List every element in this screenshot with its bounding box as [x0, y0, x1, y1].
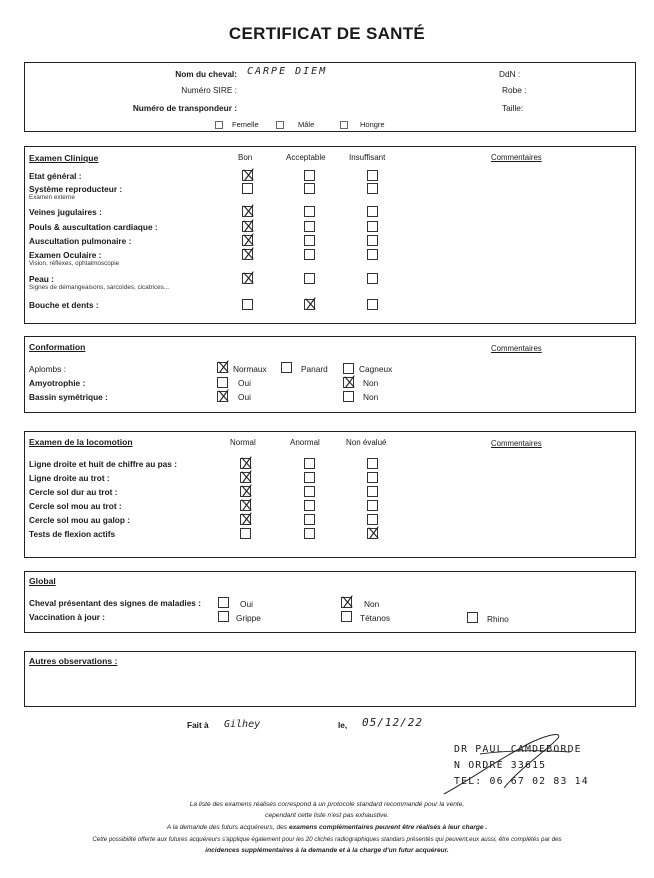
locomotion-checkbox[interactable]: [367, 514, 378, 525]
transpondeur-label: Numéro de transpondeur :: [132, 103, 237, 113]
clinique-checkbox[interactable]: [367, 206, 378, 217]
stamp-ordre: N ORDRE 33615: [454, 760, 547, 771]
clinique-checkbox[interactable]: [367, 221, 378, 232]
check-mark-icon: [242, 203, 255, 218]
locomotion-checkbox[interactable]: [304, 458, 315, 469]
fait-value[interactable]: Gilhey: [224, 719, 261, 730]
locomotion-commentaires: Commentaires: [491, 439, 542, 448]
clinique-checkbox[interactable]: [242, 249, 253, 260]
nom-value[interactable]: CARPE DIEM: [247, 66, 328, 77]
grippe-checkbox[interactable]: [218, 611, 229, 622]
conformation-commentaires: Commentaires: [491, 344, 542, 353]
locomotion-row-label: Ligne droite et huit de chiffre au pas :: [29, 459, 177, 469]
col-non-evalue: Non évalué: [346, 438, 387, 447]
locomotion-section: [24, 431, 636, 558]
clinique-checkbox[interactable]: [367, 183, 378, 194]
clinique-row-label: Veines jugulaires :: [29, 207, 102, 217]
femelle-label: Femelle: [232, 120, 259, 129]
check-mark-icon: [240, 469, 253, 484]
maladies-label: Cheval présentant des signes de maladies :: [29, 598, 201, 608]
taille-label: Taille:: [502, 103, 524, 113]
clinique-checkbox[interactable]: [367, 273, 378, 284]
bassin-oui-checkbox[interactable]: [217, 391, 228, 402]
locomotion-header: Examen de la locomotion: [29, 437, 133, 447]
footer-line1: La liste des examens réalisés correspond à un protocole standard recommandé pour la vente,: [189, 801, 465, 808]
locomotion-row-label: Cercle sol mou au trot :: [29, 501, 122, 511]
locomotion-checkbox[interactable]: [240, 514, 251, 525]
check-mark-icon: [242, 270, 255, 285]
clinique-row-label: Système reproducteur :: [29, 184, 123, 194]
footer-line3: [0, 824, 654, 831]
clinique-checkbox[interactable]: [242, 206, 253, 217]
global-header: Global: [29, 576, 56, 586]
clinique-checkbox[interactable]: [304, 249, 315, 260]
femelle-checkbox[interactable]: [215, 121, 223, 129]
stamp-tel: TEL: 06 67 02 83 14: [454, 776, 589, 787]
clinique-checkbox[interactable]: [367, 170, 378, 181]
hongre-label: Hongre: [360, 120, 385, 129]
check-mark-icon: [367, 525, 380, 540]
clinique-checkbox[interactable]: [304, 299, 315, 310]
robe-label: Robe :: [502, 85, 527, 95]
col-normal: Normal: [230, 438, 256, 447]
locomotion-checkbox[interactable]: [367, 500, 378, 511]
locomotion-checkbox[interactable]: [240, 528, 251, 539]
clinique-row-note: Examen externe: [29, 194, 75, 201]
nom-label: Nom du cheval:: [175, 69, 237, 79]
locomotion-checkbox[interactable]: [304, 486, 315, 497]
check-mark-icon: [304, 296, 317, 311]
clinique-row-label: Examen Oculaire :: [29, 250, 102, 260]
amyotrophie-non-label: Non: [363, 378, 379, 388]
locomotion-row-label: Tests de flexion actifs: [29, 529, 116, 539]
ddn-label: DdN :: [499, 69, 521, 79]
clinique-checkbox[interactable]: [242, 221, 253, 232]
clinique-checkbox[interactable]: [242, 299, 253, 310]
signature-icon: [440, 728, 580, 800]
locomotion-checkbox[interactable]: [240, 486, 251, 497]
check-mark-icon: [242, 167, 255, 182]
panard-label: Panard: [301, 364, 328, 374]
clinique-checkbox[interactable]: [304, 273, 315, 284]
normaux-checkbox[interactable]: [217, 362, 228, 373]
rhino-checkbox[interactable]: [467, 612, 478, 623]
maladies-non-checkbox[interactable]: [341, 597, 352, 608]
male-checkbox[interactable]: [276, 121, 284, 129]
check-mark-icon: [242, 232, 255, 247]
locomotion-checkbox[interactable]: [240, 458, 251, 469]
clinique-checkbox[interactable]: [242, 273, 253, 284]
clinique-checkbox[interactable]: [304, 235, 315, 246]
check-mark-icon: [240, 497, 253, 512]
rhino-label: Rhino: [487, 614, 509, 624]
footer-line3-a: A la demande des futurs acquéreurs, des: [166, 824, 288, 831]
clinique-checkbox[interactable]: [304, 183, 315, 194]
col-bon: Bon: [238, 153, 253, 162]
examen-clinique-header: Examen Clinique: [29, 153, 99, 163]
locomotion-row-label: Ligne droite au trot :: [29, 473, 110, 483]
hongre-checkbox[interactable]: [340, 121, 348, 129]
locomotion-checkbox[interactable]: [304, 472, 315, 483]
clinique-checkbox[interactable]: [304, 221, 315, 232]
examen-clinique-section: [24, 146, 636, 324]
maladies-oui-checkbox[interactable]: [218, 597, 229, 608]
fait-label: Fait à: [187, 720, 209, 730]
footer-line5: incidences supplémentaires à la demande et à la charge d'un futur acquéreur.: [205, 847, 449, 854]
clinique-checkbox[interactable]: [367, 249, 378, 260]
clinique-checkbox[interactable]: [367, 235, 378, 246]
clinique-commentaires: Commentaires: [491, 153, 542, 162]
locomotion-checkbox[interactable]: [304, 500, 315, 511]
cagneux-checkbox[interactable]: [343, 363, 354, 374]
locomotion-checkbox[interactable]: [367, 472, 378, 483]
global-section: [24, 571, 636, 633]
maladies-non-label: Non: [364, 599, 380, 609]
identification-section: [24, 62, 636, 132]
clinique-checkbox[interactable]: [367, 299, 378, 310]
locomotion-checkbox[interactable]: [240, 500, 251, 511]
clinique-row-label: Auscultation pulmonaire :: [29, 236, 132, 246]
autres-observations-header: Autres observations :: [29, 656, 118, 666]
amyotrophie-oui-label: Oui: [238, 378, 251, 388]
panard-checkbox[interactable]: [281, 362, 292, 373]
clinique-row-label: Etat général :: [29, 171, 82, 181]
tetanos-label: Tétanos: [360, 613, 390, 623]
clinique-row-label: Bouche et dents :: [29, 300, 99, 310]
amyotrophie-label: Amyotrophie :: [29, 378, 86, 388]
locomotion-row-label: Cercle sol mou au galop :: [29, 515, 130, 525]
check-mark-icon: [240, 483, 253, 498]
locomotion-checkbox[interactable]: [367, 486, 378, 497]
locomotion-checkbox[interactable]: [367, 528, 378, 539]
locomotion-checkbox[interactable]: [304, 514, 315, 525]
page-title: CERTIFICAT DE SANTÉ: [228, 24, 426, 43]
col-anormal: Anormal: [290, 438, 320, 447]
amyotrophie-non-checkbox[interactable]: [343, 377, 354, 388]
stamp-name: DR PAUL CAMDEBORDE: [454, 744, 582, 755]
clinique-checkbox[interactable]: [304, 170, 315, 181]
sire-label: Numéro SIRE :: [181, 85, 237, 95]
check-mark-icon: [240, 455, 253, 470]
conformation-header: Conformation: [29, 342, 86, 352]
bassin-label: Bassin symétrique :: [29, 392, 108, 402]
clinique-row-note: Signes de démangeaisons, sarcoïdes, cicatrices...: [29, 284, 170, 291]
aplombs-label: Aplombs :: [29, 364, 66, 374]
le-label: le,: [338, 720, 348, 730]
clinique-checkbox[interactable]: [242, 170, 253, 181]
clinique-row-note: Vision, réflexes, ophtalmoscopie: [29, 260, 120, 267]
conformation-section: [24, 336, 636, 413]
autres-observations-field[interactable]: [29, 670, 629, 702]
clinique-row-label: Pouls & auscultation cardiaque :: [29, 222, 158, 232]
col-insuffisant: Insuffisant: [349, 153, 386, 162]
locomotion-checkbox[interactable]: [367, 458, 378, 469]
clinique-row-label: Peau :: [29, 274, 54, 284]
footer-line2: cependant cette liste n'est pas exhaustive.: [265, 812, 389, 819]
tetanos-checkbox[interactable]: [341, 611, 352, 622]
male-label: Mâle: [298, 120, 315, 129]
clinique-checkbox[interactable]: [242, 235, 253, 246]
maladies-oui-label: Oui: [240, 599, 253, 609]
col-acceptable: Acceptable: [286, 153, 326, 162]
locomotion-checkbox[interactable]: [240, 472, 251, 483]
date-value[interactable]: 05/12/22: [362, 716, 423, 729]
check-mark-icon: [240, 511, 253, 526]
locomotion-row-label: Cercle sol dur au trot :: [29, 487, 118, 497]
bassin-non-checkbox[interactable]: [343, 391, 354, 402]
clinique-checkbox[interactable]: [242, 183, 253, 194]
check-mark-icon: [242, 246, 255, 261]
clinique-checkbox[interactable]: [304, 206, 315, 217]
bassin-oui-label: Oui: [238, 392, 251, 402]
cagneux-label: Cagneux: [359, 364, 393, 374]
footer-line3-b: examens complémentaires peuvent être réalisés à leur charge .: [288, 824, 488, 831]
footer-line4: Cette possibilité offerte aux futures acquéreurs s'applique également pour les 20 clichés radiographiques standars présentés qui peuvent,eux aussi, être complétés par des: [92, 836, 562, 843]
amyotrophie-oui-checkbox[interactable]: [217, 377, 228, 388]
locomotion-checkbox[interactable]: [304, 528, 315, 539]
check-mark-icon: [242, 218, 255, 233]
normaux-label: Normaux: [233, 364, 267, 374]
bassin-non-label: Non: [363, 392, 379, 402]
grippe-label: Grippe: [236, 613, 261, 623]
autres-observations-section: [24, 651, 636, 707]
vaccination-label: Vaccination à jour :: [29, 612, 106, 622]
